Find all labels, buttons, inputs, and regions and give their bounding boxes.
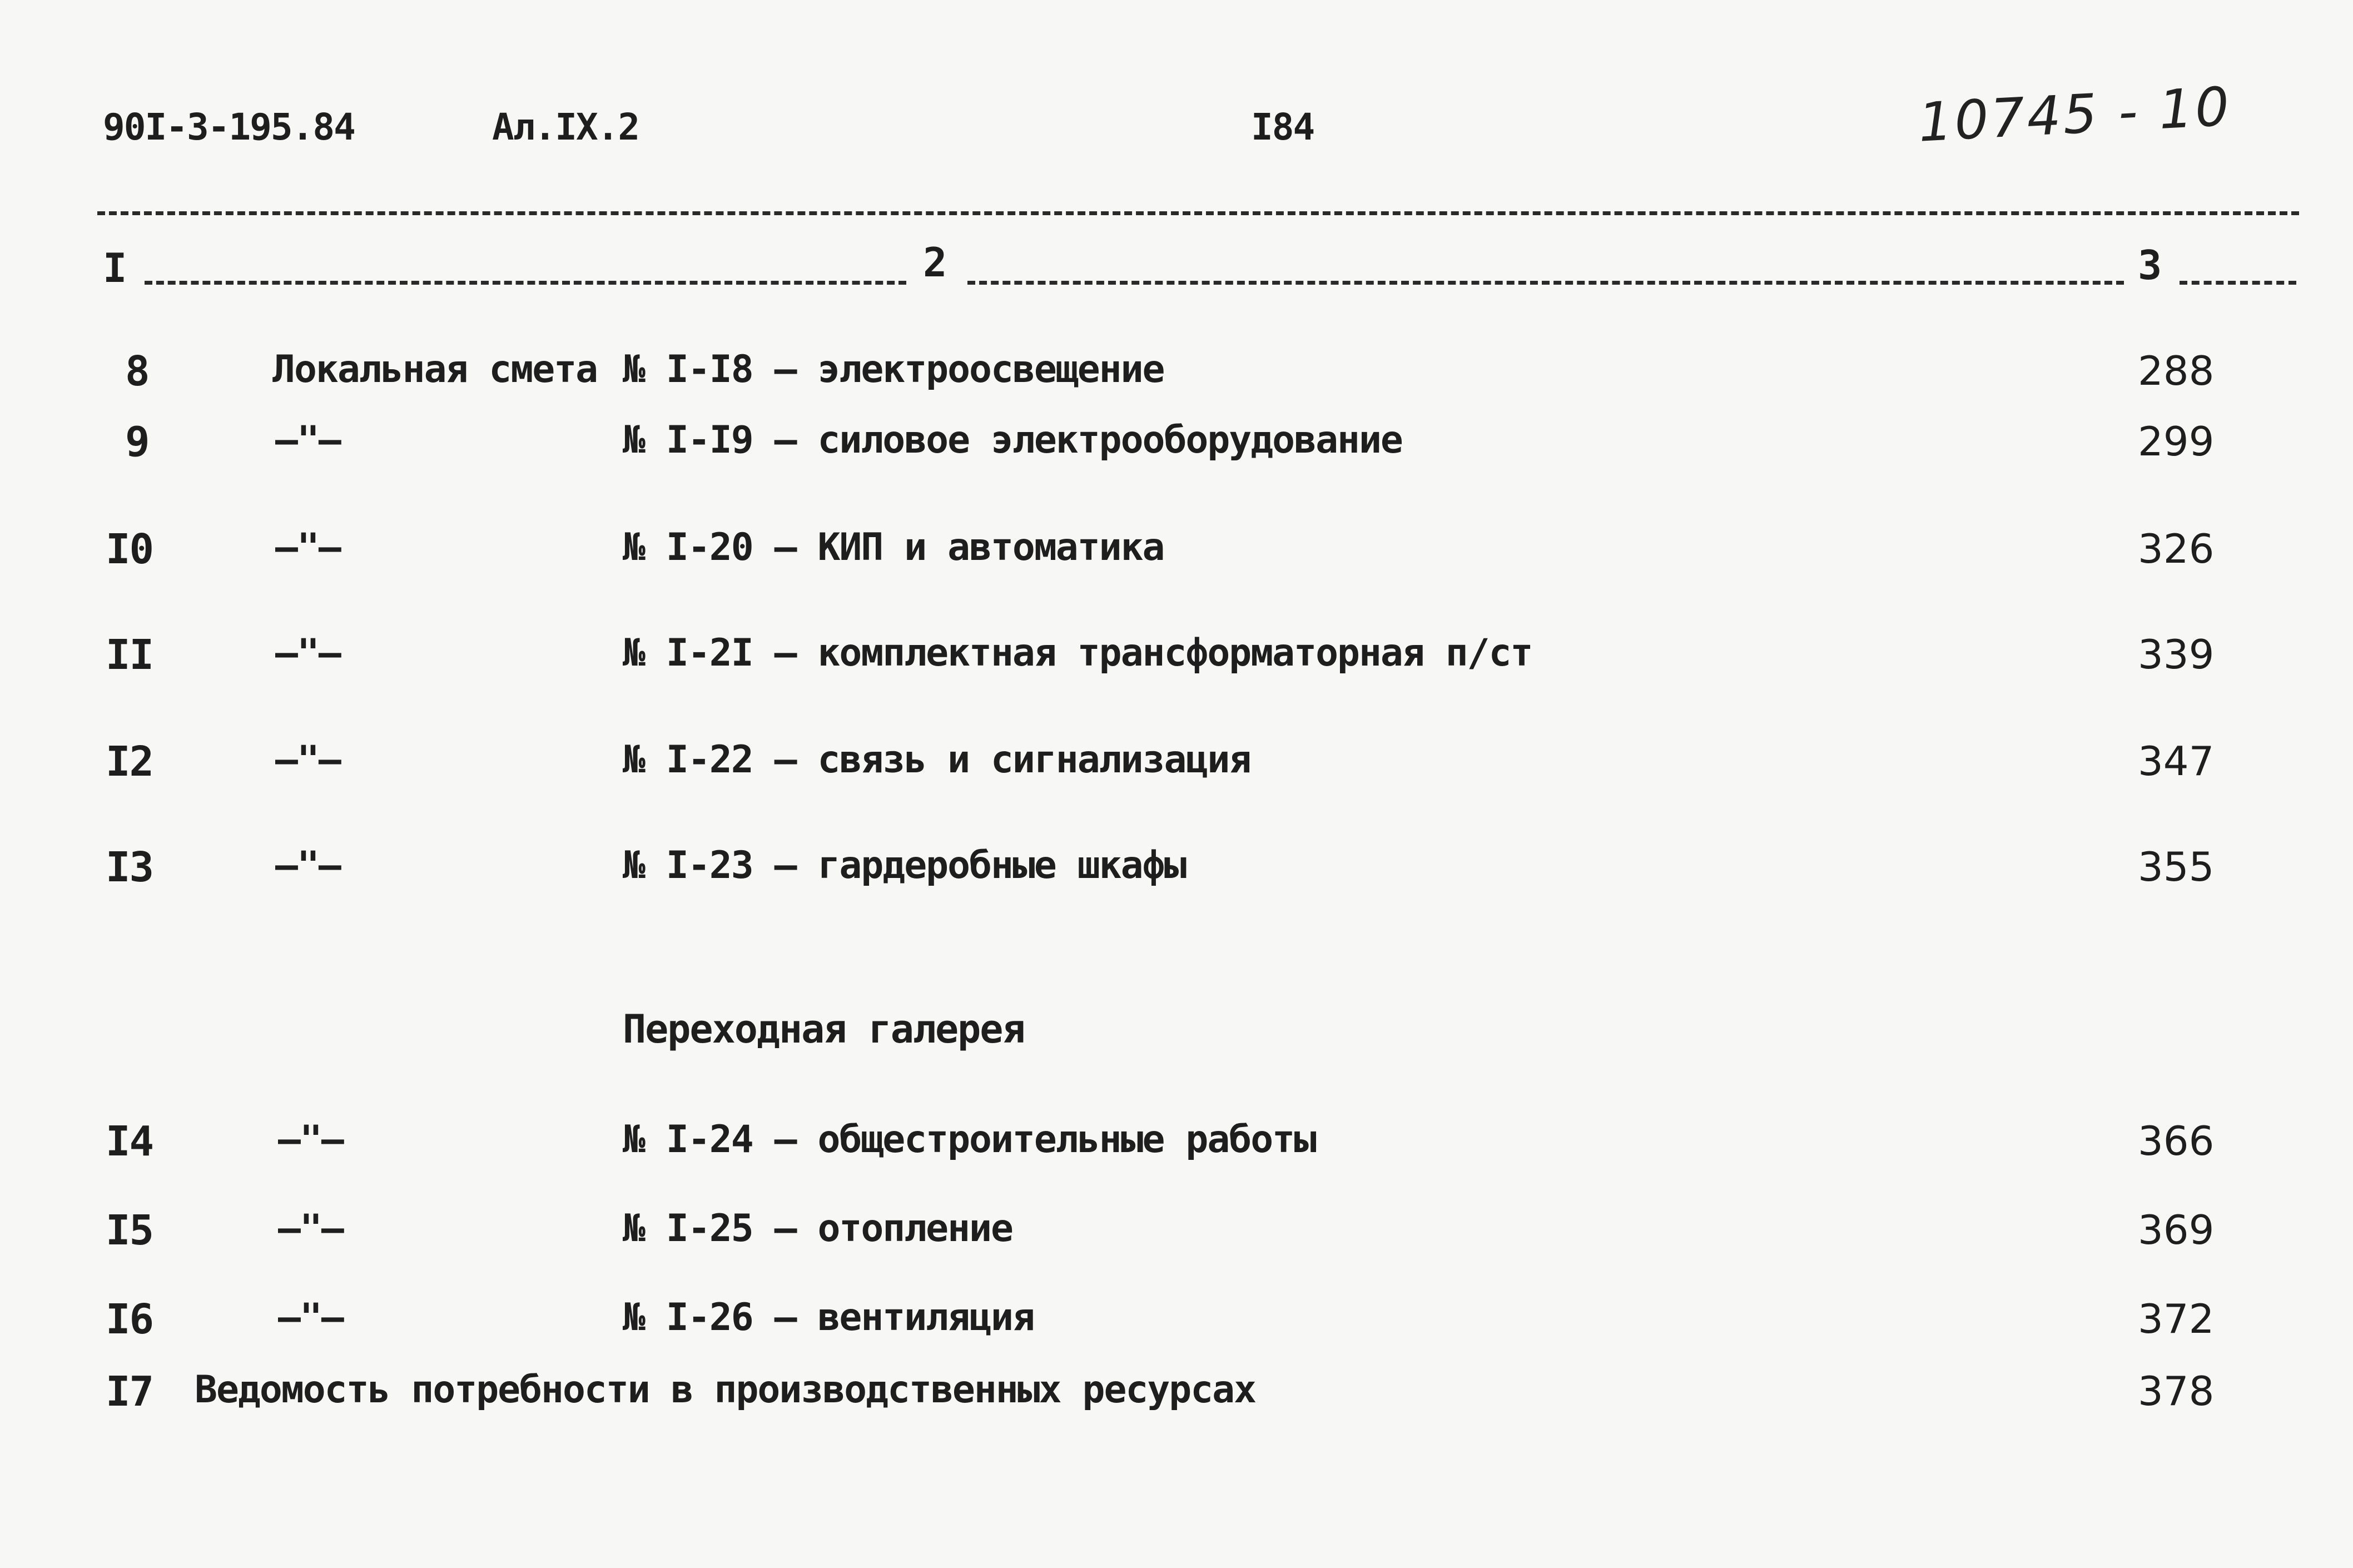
- row-page: 355: [2138, 843, 2215, 890]
- row-page: 369: [2138, 1207, 2215, 1253]
- row-text: № I-20 – КИП и автоматика: [623, 525, 1164, 569]
- row-text: № I-25 – отопление: [623, 1207, 1012, 1251]
- row-number: I4: [106, 1118, 153, 1165]
- page-number: I84: [1251, 106, 1314, 148]
- row-ditto: –"–: [275, 843, 340, 887]
- table-row: [0, 1118, 2353, 1168]
- handwritten-number: 10745 - 10: [1917, 75, 2233, 154]
- row-text: № I-2I – комплектная трансформаторная п/ст: [623, 631, 1532, 675]
- row-text: № I-22 – связь и сигнализация: [623, 738, 1251, 782]
- row-text: № I-24 – общестроительные работы: [623, 1118, 1316, 1162]
- table-row: [0, 1207, 2353, 1257]
- row-number: I3: [106, 843, 153, 891]
- row-number: I5: [106, 1207, 153, 1254]
- column-number-2: 2: [923, 239, 946, 286]
- column-number-3: 3: [2138, 242, 2161, 289]
- row-page: 366: [2138, 1118, 2215, 1164]
- row-number: II: [106, 631, 153, 679]
- album-label: Ал.IX.2: [492, 106, 639, 148]
- row-text: № I-26 – вентиляция: [623, 1296, 1034, 1339]
- row-number: 9: [125, 418, 149, 466]
- row-number: I0: [106, 525, 153, 573]
- section-title: Переходная галерея: [623, 1006, 1025, 1052]
- row-page: 339: [2138, 631, 2215, 678]
- row-text: № I-I8 – электроосвещение: [623, 348, 1164, 391]
- row-text: Ведомость потребности в производственных ресурсах: [195, 1368, 1256, 1412]
- row-page: 378: [2138, 1368, 2215, 1415]
- row-ditto: –"–: [275, 525, 340, 569]
- row-page: 326: [2138, 525, 2215, 572]
- table-row: [0, 418, 2353, 468]
- row-page: 299: [2138, 418, 2215, 465]
- row-page: 288: [2138, 348, 2215, 394]
- row-ditto: –"–: [275, 631, 340, 675]
- row-ditto: –"–: [278, 1118, 343, 1162]
- top-dashed-rule: [97, 211, 2299, 215]
- table-row: [0, 1296, 2353, 1346]
- row-page: 347: [2138, 738, 2215, 785]
- table-row: [0, 348, 2353, 398]
- table-row: [0, 1368, 2353, 1418]
- row-ditto: –"–: [278, 1296, 343, 1339]
- row-number: I2: [106, 738, 153, 786]
- table-row: [0, 631, 2353, 681]
- row-text: № I-I9 – силовое электрооборудование: [623, 418, 1402, 462]
- row-ditto: Локальная смета: [272, 348, 598, 391]
- row-page: 372: [2138, 1296, 2215, 1342]
- document-code: 90I-3-195.84: [103, 106, 355, 148]
- column-number-1: I: [103, 245, 126, 291]
- table-row: [0, 525, 2353, 575]
- column-dashes-2: [967, 281, 2124, 285]
- row-ditto: –"–: [275, 738, 340, 782]
- row-number: I7: [106, 1368, 153, 1416]
- column-dashes-1: [145, 281, 906, 285]
- row-ditto: –"–: [278, 1207, 343, 1251]
- row-text: № I-23 – гардеробные шкафы: [623, 843, 1186, 887]
- row-number: I6: [106, 1296, 153, 1343]
- row-number: 8: [125, 348, 149, 395]
- column-dashes-3: [2180, 281, 2296, 285]
- row-ditto: –"–: [275, 418, 340, 462]
- table-row: [0, 843, 2353, 894]
- table-row: [0, 738, 2353, 788]
